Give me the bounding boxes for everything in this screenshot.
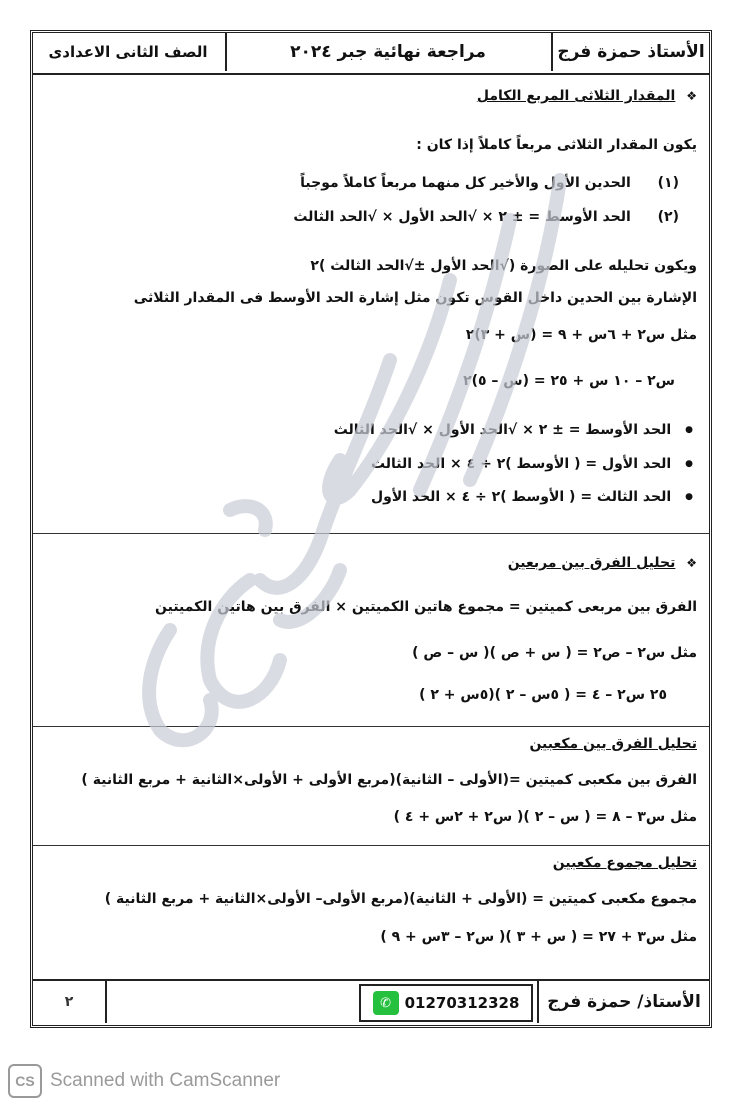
camscanner-note (8, 1064, 280, 1098)
cond2-text: الحد الأوسط = ± ٢ × √الحد الأول × √الحد الثالث (293, 209, 631, 225)
cond1-number: (١) (657, 175, 679, 191)
header-grade: الصف الثانى الاعدادى (48, 43, 208, 61)
camscanner-text: Scanned with CamScanner (50, 1070, 281, 1091)
footer-phone: 01270312328 (404, 994, 520, 1012)
footer-teacher: الأستاذ/ حمزة فرج (537, 981, 709, 1023)
section2-example1: مثل س٢ – ص٢ = ( س + ص )( س – ص ) (412, 645, 697, 661)
section1-bullet1: ● الحد الأوسط = ± ٢ × √الحد الأول × √الحد الثالث (41, 422, 697, 438)
footer-phone-box (359, 984, 533, 1022)
section2-heading-line (41, 555, 697, 571)
section1-cond1 (41, 175, 679, 191)
camscanner-logo: CS (8, 1064, 42, 1098)
section3-example: مثل س٣ – ٨ = ( س – ٢ )( س٢ + ٢س + ٤ ) (393, 809, 697, 825)
section4-heading: تحليل مجموع مكعبين (552, 855, 697, 871)
divider (33, 845, 709, 846)
diamond-icon: ❖ (686, 556, 697, 570)
section4-heading-line (41, 855, 697, 871)
whatsapp-icon: ✆ (373, 991, 399, 1015)
section3-heading: تحليل الفرق بين مكعبين (529, 736, 697, 752)
page-frame (30, 30, 712, 1028)
page-number: ٢ (64, 994, 74, 1010)
section2-heading: تحليل الفرق بين مربعين (507, 555, 676, 571)
divider (33, 533, 709, 534)
section1-factor-form: ويكون تحليله على الصورة (√الحد الأول ±√الحد الثالث )٢ (310, 258, 697, 274)
cond2-number: (٢) (657, 209, 679, 225)
footer (33, 979, 709, 1025)
section1-example1: مثل س٢ + ٦س + ٩ = (س + ٣)٢ (465, 327, 697, 343)
section1-cond2 (41, 209, 679, 225)
section1-heading: المقدار الثلاثى المربع الكامل (476, 88, 676, 104)
section1-sign-rule: الإشارة بين الحدين داخل القوس تكون مثل إشارة الحد الأوسط فى المقدار الثلاثى (133, 290, 697, 306)
section4-example: مثل س٣ + ٢٧ = ( س + ٣ )( س٢ – ٣س + ٩ ) (380, 929, 697, 945)
header (33, 33, 709, 75)
diamond-icon: ❖ (686, 89, 697, 103)
section2-rule: الفرق بين مربعى كميتين = مجموع هاتين الكميتين × الفرق بين هاتين الكميتين (155, 599, 697, 615)
section1-heading-line (41, 88, 697, 104)
section1-bullet3: ● الحد الثالث = ( الأوسط )٢ ÷ ٤ × الحد الأول (41, 489, 697, 505)
section4-rule: مجموع مكعبى كميتين = (الأولى + الثانية)(مربع الأولى– الأولى×الثانية + مربع الثانية ) (104, 891, 697, 907)
divider (33, 726, 709, 727)
section3-rule: الفرق بين مكعبى كميتين =(الأولى – الثانية)(مربع الأولى + الأولى×الثانية + مربع الثانية ) (81, 772, 697, 788)
section1-intro: يكون المقدار الثلاثى مربعاً كاملاً إذا كان : (416, 137, 697, 153)
section1-example2: س٢ – ١٠ س + ٢٥ = (س – ٥)٢ (463, 373, 675, 389)
cond1-text: الحدين الأول والأخير كل منهما مربعاً كاملاً موجباً (300, 175, 631, 191)
section2-example2: ٢٥ س٢ – ٤ = ( ٥س – ٢ )(٥س + ٢ ) (419, 687, 667, 703)
header-teacher: الأستاذ حمزة فرج (551, 33, 709, 71)
header-title: مراجعة نهائية جبر ٢٠٢٤ (225, 33, 549, 71)
footer-blank-cell (105, 981, 357, 1023)
section1-bullet2: ● الحد الأول = ( الأوسط )٢ ÷ ٤ × الحد الثالث (41, 456, 697, 472)
section3-heading-line (41, 736, 697, 752)
